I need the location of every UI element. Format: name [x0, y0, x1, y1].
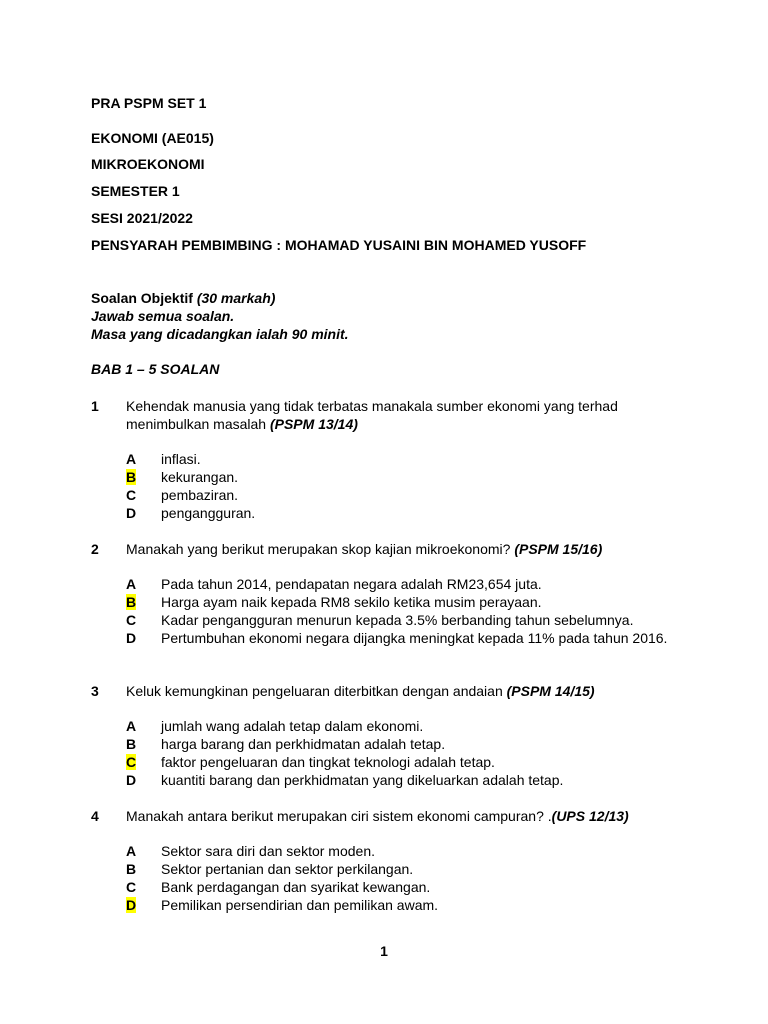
option-text: Sektor pertanian dan sektor perkilangan. [161, 861, 414, 877]
section-label: Soalan Objektif [91, 290, 197, 306]
option-text: Pertumbuhan ekonomi negara dijangka meningkat kepada 11% pada tahun 2016. [161, 630, 668, 646]
option-letter: C [126, 879, 137, 895]
question-number: 2 [91, 541, 99, 557]
option-letter: D [126, 505, 137, 521]
session-title: SESI 2021/2022 [91, 210, 193, 226]
question-text: Kehendak manusia yang tidak terbatas manakala sumber ekonomi yang terhad menimbulkan masalah (PSPM 13/14) [126, 398, 618, 432]
semester-title: SEMESTER 1 [91, 183, 180, 199]
instructions-section [91, 289, 275, 307]
option-letter: B [126, 736, 137, 752]
option-text: jumlah wang adalah tetap dalam ekonomi. [161, 718, 424, 734]
question-text: Manakah antara berikut merupakan ciri sistem ekonomi campuran? .(UPS 12/13) [126, 808, 629, 824]
question-source: (PSPM 15/16) [514, 541, 603, 557]
option-text: kekurangan. [161, 469, 239, 485]
question-number: 3 [91, 683, 99, 699]
option-letter: B [126, 861, 137, 877]
option-text: Pemilikan persendirian dan pemilikan awam. [161, 897, 439, 913]
option-letter-highlighted: B [126, 594, 137, 610]
option-letter: D [126, 630, 137, 646]
question-source: (PSPM 13/14) [269, 416, 358, 432]
question-number: 4 [91, 808, 99, 824]
option-text: Pada tahun 2014, pendapatan negara adalah RM23,654 juta. [161, 576, 542, 592]
option-text: Kadar pengangguran menurun kepada 3.5% berbanding tahun sebelumnya. [161, 612, 634, 628]
option-letter-highlighted: B [126, 469, 137, 485]
option-letter: A [126, 576, 137, 592]
option-letter: C [126, 612, 137, 628]
option-text: harga barang dan perkhidmatan adalah tetap. [161, 736, 446, 752]
option-text: faktor pengeluaran dan tingkat teknologi adalah tetap. [161, 754, 495, 770]
course-title: EKONOMI (AE015) [91, 130, 214, 146]
question-source: (PSPM 14/15) [506, 683, 595, 699]
option-letter-highlighted: D [126, 897, 137, 913]
question-text: Manakah yang berikut merupakan skop kajian mikroekonomi? (PSPM 15/16) [126, 541, 603, 557]
option-text: kuantiti barang dan perkhidmatan yang dikeluarkan adalah tetap. [161, 772, 564, 788]
option-letter: A [126, 718, 137, 734]
option-text: Bank perdagangan dan syarikat kewangan. [161, 879, 431, 895]
option-text: Harga ayam naik kepada RM8 sekilo ketika musim perayaan. [161, 594, 542, 610]
option-letter: A [126, 451, 137, 467]
chapter-heading: BAB 1 – 5 SOALAN [91, 361, 220, 377]
subject-title: MIKROEKONOMI [91, 156, 205, 172]
question-text: Keluk kemungkinan pengeluaran diterbitkan dengan andaian (PSPM 14/15) [126, 683, 595, 699]
question-number: 1 [91, 398, 99, 414]
option-text: pembaziran. [161, 487, 239, 503]
answer-all-instruction: Jawab semua soalan. [91, 308, 235, 324]
question-source: (UPS 12/13) [551, 808, 629, 824]
option-letter: C [126, 487, 137, 503]
time-instruction: Masa yang dicadangkan ialah 90 minit. [91, 326, 349, 342]
page-number: 1 [380, 943, 388, 959]
option-letter: D [126, 772, 137, 788]
option-text: inflasi. [161, 451, 201, 467]
option-text: Sektor sara diri dan sektor moden. [161, 843, 375, 859]
option-text: pengangguran. [161, 505, 256, 521]
set-title: PRA PSPM SET 1 [91, 95, 207, 111]
marks-label: (30 markah) [196, 290, 276, 306]
option-letter-highlighted: C [126, 754, 137, 770]
lecturer-line: PENSYARAH PEMBIMBING : MOHAMAD YUSAINI BIN MOHAMED YUSOFF [91, 237, 587, 253]
option-letter: A [126, 843, 137, 859]
